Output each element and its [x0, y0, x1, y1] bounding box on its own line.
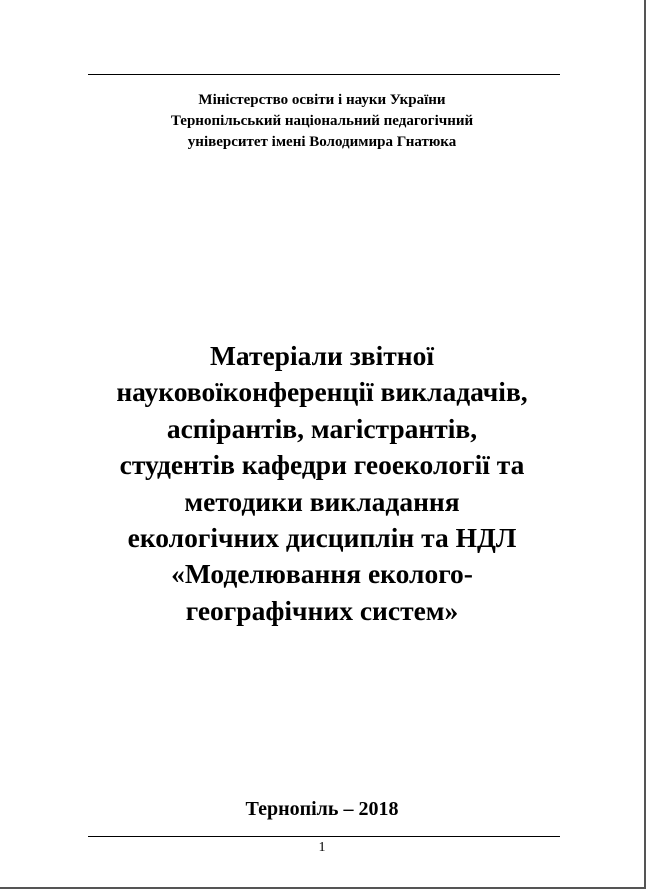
- document-title: [0, 338, 644, 629]
- institution-header: [0, 90, 644, 153]
- university-line-2: університет імені Володимира Гнатюка: [187, 134, 457, 150]
- title-line: екологічних дисциплін та НДЛ: [127, 522, 517, 554]
- title-line: географічних систем»: [185, 594, 459, 626]
- bottom-divider: [88, 836, 560, 837]
- university-line-1: Тернопільський національний педагогічний: [170, 113, 474, 129]
- place-and-year: Тернопіль – 2018: [245, 798, 399, 820]
- title-line: аспірантів, магістрантів,: [166, 412, 478, 444]
- title-line: «Моделювання еколого-: [171, 558, 473, 590]
- ministry-line: Міністерство освіти і науки України: [198, 92, 446, 108]
- title-line: науковоїконференції викладачів,: [116, 376, 528, 408]
- title-line: методики викладання: [184, 485, 460, 517]
- title-line: Матеріали звітної: [209, 340, 435, 371]
- title-line: студентів кафедри геоекології та: [119, 449, 525, 481]
- page-number: 1: [318, 840, 326, 855]
- top-divider: [88, 74, 560, 75]
